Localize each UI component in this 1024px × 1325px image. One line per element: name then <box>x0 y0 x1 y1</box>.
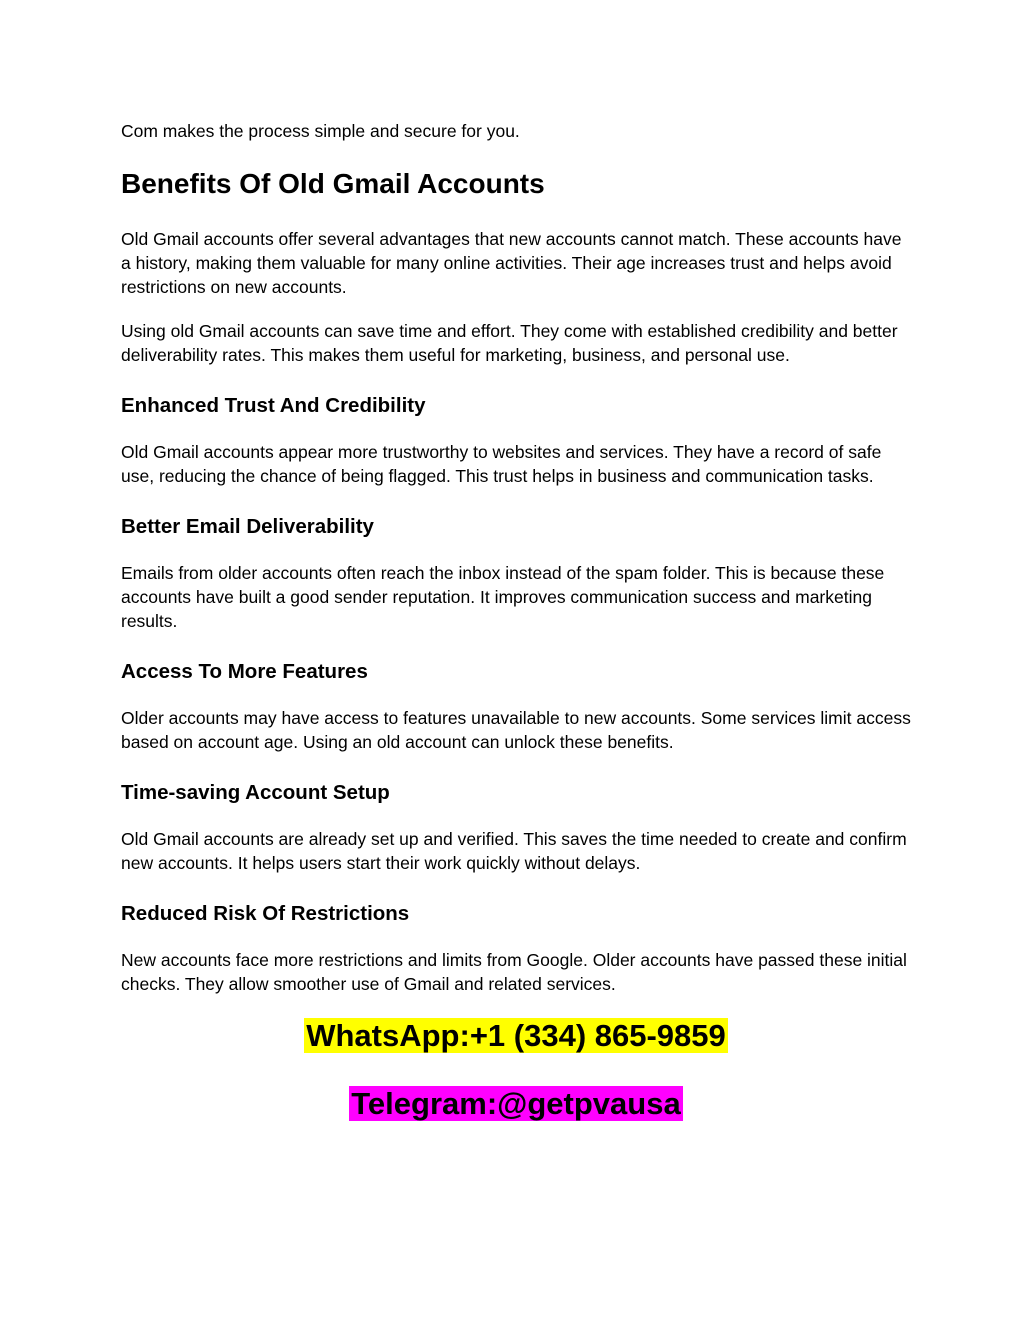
section-heading: Time-saving Account Setup <box>121 781 390 804</box>
paragraph: Using old Gmail accounts can save time and effort. They come with established credibility and better deliverability rates. This makes them useful for marketing, business, and personal use. <box>121 321 898 365</box>
section-text: Old Gmail accounts are already set up and verified. This saves the time needed to create and confirm new accounts. It helps users start their work quickly without delays. <box>121 829 907 873</box>
section-heading: Access To More Features <box>121 660 368 683</box>
section-text: Emails from older accounts often reach the inbox instead of the spam folder. This is because these accounts have built a good sender reputation. It improves communication success and marketing results. <box>121 563 885 631</box>
document-content <box>121 119 911 1122</box>
section-heading: Better Email Deliverability <box>121 515 374 538</box>
page-title: Benefits Of Old Gmail Accounts <box>121 168 545 199</box>
section-heading: Reduced Risk Of Restrictions <box>121 902 410 925</box>
telegram-contact: Telegram:@getpvausa <box>351 1086 681 1121</box>
section-heading: Enhanced Trust And Credibility <box>121 394 426 417</box>
section-text: New accounts face more restrictions and limits from Google. Older accounts have passed these initial checks. They allow smoother use of Gmail and related services. <box>121 950 907 994</box>
intro-text: Com makes the process simple and secure for you. <box>121 121 520 141</box>
whatsapp-contact: WhatsApp:+1 (334) 865-9859 <box>306 1018 726 1053</box>
section-text: Older accounts may have access to features unavailable to new accounts. Some services limit access based on account age. Using an old account can unlock these benefits. <box>121 708 911 752</box>
paragraph: Old Gmail accounts offer several advantages that new accounts cannot match. These accounts have a history, making them valuable for many online activities. Their age increases trust and helps avoid restrictions on new accounts. <box>121 229 902 297</box>
section-text: Old Gmail accounts appear more trustworthy to websites and services. They have a record of safe use, reducing the chance of being flagged. This trust helps in business and communication tasks. <box>121 442 882 486</box>
